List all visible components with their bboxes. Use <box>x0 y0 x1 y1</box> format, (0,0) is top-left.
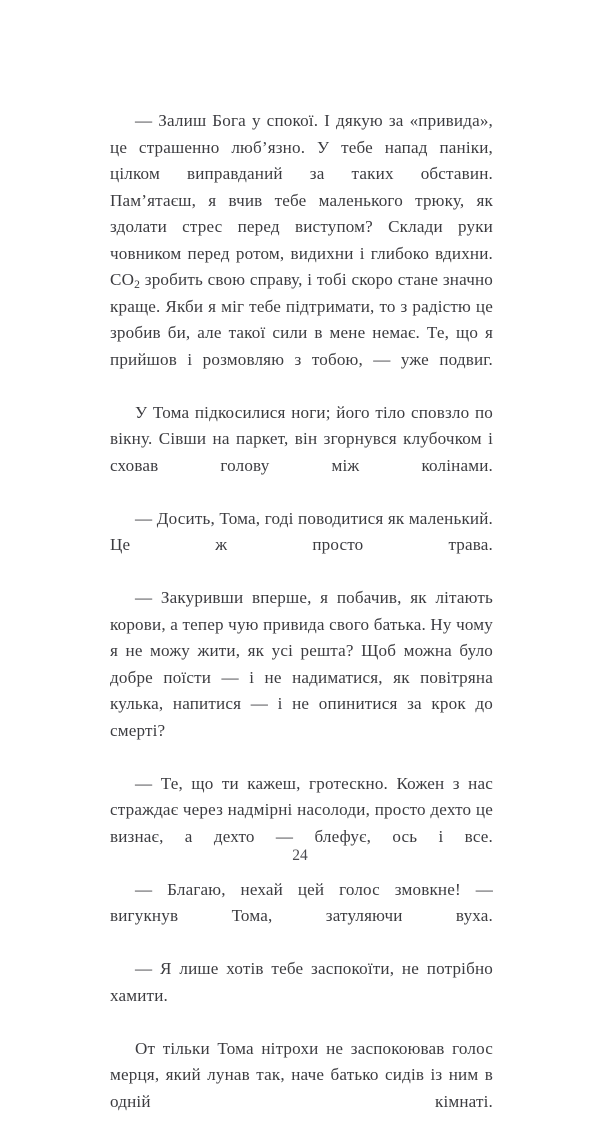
paragraph-8: От тільки Тома нітрохи не заспокоював голос мерця, який лунав так, наче батько сидів із ним в одній кімнаті. <box>110 1038 493 1111</box>
chemical-formula-co2 <box>110 270 140 289</box>
formula-subscript: 2 <box>134 277 141 291</box>
formula-base: CO <box>110 270 135 289</box>
paragraph-1-text-part-2: зробить свою справу, і тобі скоро стане значно краще. Якби я міг тебе підтримати, то з радістю це зробив би, але такої сили в мене немає. Те, що я прийшов і розмовляю з тобою, — уже подвиг. <box>110 270 493 369</box>
paragraph-2: У Тома підкосилися ноги; його тіло сповзло по вікну. Сівши на паркет, він згорнувся клубочком і сховав голову між колінами. <box>110 402 493 475</box>
paragraph-6: — Благаю, нехай цей голос змовкне! — вигукнув Тома, затуляючи вуха. <box>110 879 493 925</box>
paragraph-1 <box>110 108 493 400</box>
page-text-block <box>110 108 493 1142</box>
paragraph-1-text-part-1: — Залиш Бога у спокої. І дякую за «привида», це страшенно люб’язно. У тебе напад паніки, цілком виправданий за таких обставин. Пам’ятаєш, я вчив тебе маленького трюку, як здолати стрес перед виступом? Склади руки човником перед ротом, видихни і глибоко вдихни. <box>110 111 493 263</box>
paragraph-7: — Я лише хотів тебе заспокоїти, не потрібно хамити. <box>110 959 493 1005</box>
paragraph-5: — Те, що ти кажеш, гротескно. Кожен з нас страждає через надмірні насолоди, просто дехто це визнає, а дехто — блефує, ось і все. <box>110 773 493 846</box>
paragraph-3: — Досить, Тома, годі поводитися як маленький. Це ж просто трава. <box>110 508 493 554</box>
page-number: 24 <box>292 847 308 864</box>
paragraph-4: — Закуривши вперше, я побачив, як літають корови, а тепер чую привида свого батька. Ну чому я не можу жити, як усі решта? Щоб можна було добре поїсти — і не надиматися, як повітряна кулька, напитися — і не опинитися за крок до смерті? <box>110 588 493 740</box>
